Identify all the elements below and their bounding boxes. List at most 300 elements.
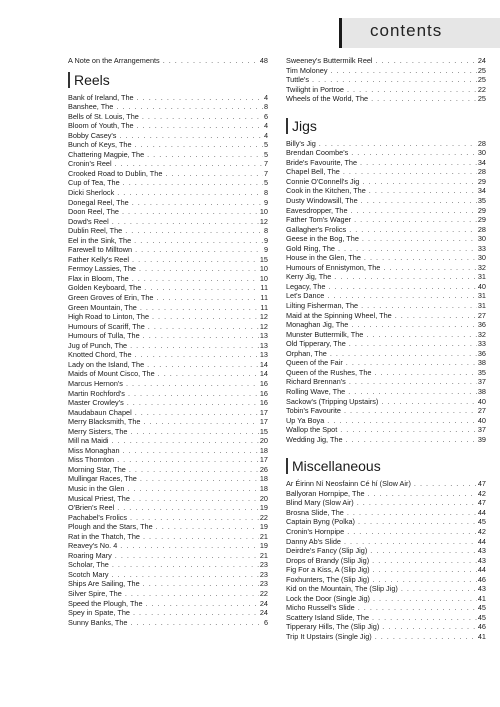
entry-page: 9 bbox=[263, 245, 268, 255]
entry-title: Father Tom's Wager bbox=[286, 215, 352, 225]
dot-leader bbox=[401, 584, 477, 594]
toc-entry[interactable] bbox=[286, 234, 486, 244]
toc-entry[interactable] bbox=[286, 330, 486, 340]
toc-entry[interactable] bbox=[68, 293, 268, 303]
toc-entry[interactable] bbox=[286, 244, 486, 254]
toc-entry[interactable] bbox=[286, 632, 486, 642]
toc-entry[interactable] bbox=[68, 112, 268, 122]
dot-leader bbox=[128, 389, 259, 399]
entry-page: 14 bbox=[259, 359, 268, 369]
toc-entry[interactable] bbox=[286, 272, 486, 282]
entry-page: 29 bbox=[477, 176, 486, 186]
toc-entry[interactable] bbox=[68, 560, 268, 570]
entry-title: Blind Mary (Slow Air) bbox=[286, 498, 354, 508]
entry-title: Humours of Ennistymon, The bbox=[286, 262, 381, 272]
toc-entry[interactable] bbox=[286, 177, 486, 187]
entry-page: 22 bbox=[259, 588, 268, 598]
dot-leader bbox=[351, 320, 477, 330]
toc-entry[interactable] bbox=[68, 255, 268, 265]
entry-page: 16 bbox=[259, 378, 268, 388]
entry-title: Roaring Mary bbox=[68, 550, 112, 560]
dot-leader bbox=[112, 560, 259, 570]
entry-title: Humours of Tulla, The bbox=[68, 331, 140, 341]
entry-title: Kerry Jig, The bbox=[286, 272, 332, 282]
entry-title: Rolling Wave, The bbox=[286, 386, 346, 396]
entry-title: Golden Keyboard, The bbox=[68, 283, 142, 293]
entry-title: High Road to Linton, The bbox=[68, 312, 149, 322]
entry-page: 11 bbox=[260, 302, 268, 312]
toc-entry[interactable] bbox=[68, 226, 268, 236]
toc-entry[interactable] bbox=[286, 575, 486, 585]
entry-page: 31 bbox=[477, 272, 486, 282]
dot-leader bbox=[135, 140, 263, 150]
toc-entry[interactable] bbox=[68, 303, 268, 313]
entry-title: Music in the Glen bbox=[68, 483, 125, 493]
entry-page: 12 bbox=[259, 312, 268, 322]
dot-leader bbox=[132, 274, 259, 284]
dot-leader bbox=[374, 368, 476, 378]
toc-entry[interactable] bbox=[286, 339, 486, 349]
dot-leader bbox=[146, 599, 259, 609]
entry-page: 28 bbox=[477, 224, 486, 234]
toc-entry[interactable] bbox=[68, 579, 268, 589]
section-heading-jigs: Jigs bbox=[286, 118, 486, 134]
dot-leader bbox=[137, 121, 263, 131]
dot-leader bbox=[357, 498, 477, 508]
entry-title: Foxhunters, The (Slip Jig) bbox=[286, 574, 370, 584]
dot-leader bbox=[344, 406, 477, 416]
toc-entry[interactable] bbox=[68, 503, 268, 513]
toc-entry[interactable] bbox=[68, 417, 268, 427]
entry-title: Miss Thornton bbox=[68, 455, 115, 465]
toc-entry[interactable] bbox=[286, 377, 486, 387]
dot-leader bbox=[395, 311, 477, 321]
entry-page: 33 bbox=[477, 243, 486, 253]
entry-page: 21 bbox=[259, 531, 268, 541]
entry-page: 46 bbox=[477, 622, 486, 632]
toc-entry[interactable] bbox=[286, 358, 486, 368]
entry-page: 36 bbox=[477, 348, 486, 358]
entry-page: 7 bbox=[263, 159, 268, 169]
dot-leader bbox=[414, 479, 477, 489]
toc-entry[interactable] bbox=[68, 264, 268, 274]
dot-leader bbox=[137, 93, 263, 103]
dot-leader bbox=[135, 408, 259, 418]
entry-title: Merry Sisters, The bbox=[68, 426, 128, 436]
toc-entry[interactable] bbox=[286, 546, 486, 556]
dot-leader bbox=[132, 255, 259, 265]
dot-leader bbox=[158, 369, 259, 379]
entry-title: Scholar, The bbox=[68, 560, 109, 570]
toc-entry[interactable] bbox=[68, 245, 268, 255]
entry-title: Miss Monaghan bbox=[68, 445, 120, 455]
entry-title: Wheels of the World, The bbox=[286, 94, 369, 104]
entry-page: 19 bbox=[259, 541, 268, 551]
dot-leader bbox=[348, 387, 477, 397]
toc-entry[interactable] bbox=[286, 75, 486, 85]
entry-page: 47 bbox=[477, 479, 486, 489]
toc-entry[interactable] bbox=[68, 484, 268, 494]
dot-leader bbox=[381, 397, 477, 407]
toc-entry[interactable] bbox=[68, 178, 268, 188]
toc-entry[interactable] bbox=[68, 207, 268, 217]
dot-leader bbox=[143, 331, 259, 341]
entry-title: Old Tipperary, The bbox=[286, 339, 346, 349]
entry-page: 12 bbox=[259, 321, 268, 331]
toc-entry[interactable] bbox=[286, 527, 486, 537]
entry-page: 23 bbox=[259, 560, 268, 570]
entry-title: Rat in the Thatch, The bbox=[68, 531, 140, 541]
dot-leader bbox=[346, 358, 477, 368]
toc-entry[interactable] bbox=[286, 425, 486, 435]
dot-leader bbox=[382, 622, 477, 632]
dot-leader bbox=[372, 575, 476, 585]
entry-page: 26 bbox=[259, 464, 268, 474]
entry-title: Sackow's (Tripping Upstairs) bbox=[286, 396, 379, 406]
toc-entry[interactable] bbox=[68, 618, 268, 628]
dot-leader bbox=[127, 398, 259, 408]
entry-title: Mill na Maidi bbox=[68, 436, 109, 446]
entry-page: 46 bbox=[477, 574, 486, 584]
dot-leader bbox=[383, 263, 477, 273]
toc-entry[interactable] bbox=[286, 435, 486, 445]
entry-page: 32 bbox=[477, 329, 486, 339]
entry-page: 13 bbox=[259, 350, 268, 360]
entry-title: Trip It Upstairs (Single Jig) bbox=[286, 631, 372, 641]
entry-title: Deirdre's Fancy (Slip Jig) bbox=[286, 546, 368, 556]
dot-leader bbox=[116, 102, 263, 112]
entry-title: Cup of Tea, The bbox=[68, 178, 120, 188]
toc-entry[interactable] bbox=[286, 479, 486, 489]
toc-entry[interactable] bbox=[286, 584, 486, 594]
entry-page: 20 bbox=[259, 493, 268, 503]
entry-title: Brosna Slide, The bbox=[286, 507, 344, 517]
toc-entry[interactable] bbox=[286, 556, 486, 566]
toc-entry[interactable] bbox=[68, 150, 268, 160]
entry-title: Gold Ring, The bbox=[286, 243, 335, 253]
dot-leader bbox=[319, 139, 477, 149]
dot-leader bbox=[135, 245, 263, 255]
entry-title: Farewell to Milltown bbox=[68, 245, 133, 255]
toc-entry[interactable] bbox=[286, 186, 486, 196]
toc-entry[interactable] bbox=[286, 622, 486, 632]
toc-entry[interactable] bbox=[286, 85, 486, 95]
toc-entry[interactable] bbox=[68, 398, 268, 408]
toc-entry[interactable] bbox=[68, 322, 268, 332]
dot-leader bbox=[344, 537, 477, 547]
entry-page: 14 bbox=[259, 369, 268, 379]
toc-entry[interactable] bbox=[286, 349, 486, 359]
entry-title: Bobby Casey's bbox=[68, 130, 117, 140]
entry-title: Queen of the Fair bbox=[286, 358, 343, 368]
entry-title: Bunch of Keys, The bbox=[68, 140, 132, 150]
toc-entry[interactable] bbox=[68, 408, 268, 418]
toc-entry[interactable] bbox=[68, 217, 268, 227]
entry-title: Twilight in Portroe bbox=[286, 84, 344, 94]
toc-entry[interactable] bbox=[286, 508, 486, 518]
entry-page: 22 bbox=[477, 84, 486, 94]
dot-leader bbox=[165, 169, 263, 179]
dot-leader bbox=[140, 474, 259, 484]
entry-page: 28 bbox=[477, 138, 486, 148]
toc-entry[interactable] bbox=[286, 139, 486, 149]
toc-entry[interactable] bbox=[68, 474, 268, 484]
toc-entry[interactable] bbox=[68, 140, 268, 150]
entry-title: Dicki Sherlock bbox=[68, 188, 115, 198]
dot-leader bbox=[343, 167, 477, 177]
entry-title: Bride's Favourite, The bbox=[286, 157, 358, 167]
entry-title: Micho Russell's Slide bbox=[286, 603, 355, 613]
entry-page: 25 bbox=[477, 65, 486, 75]
entry-page: 6 bbox=[263, 617, 268, 627]
entry-page: 37 bbox=[477, 377, 486, 387]
entry-page: 21 bbox=[259, 550, 268, 560]
toc-entry[interactable] bbox=[68, 312, 268, 322]
toc-entry[interactable] bbox=[286, 66, 486, 76]
toc-entry[interactable] bbox=[68, 522, 268, 532]
toc-entry[interactable] bbox=[68, 379, 268, 389]
toc-entry[interactable] bbox=[286, 215, 486, 225]
left-column bbox=[68, 56, 268, 627]
dot-leader bbox=[373, 594, 477, 604]
dot-leader bbox=[142, 112, 263, 122]
toc-entry[interactable] bbox=[286, 320, 486, 330]
jigs-list bbox=[286, 139, 486, 445]
toc-entry[interactable] bbox=[68, 436, 268, 446]
dot-leader bbox=[331, 66, 477, 76]
entry-page: 42 bbox=[477, 526, 486, 536]
dot-leader bbox=[132, 198, 263, 208]
miscellaneous-list bbox=[286, 479, 486, 641]
entry-title: Bank of Ireland, The bbox=[68, 92, 134, 102]
toc-entry[interactable] bbox=[68, 455, 268, 465]
entry-title: Bells of St. Louis, The bbox=[68, 111, 139, 121]
dot-leader bbox=[120, 541, 259, 551]
entry-title: Donegal Reel, The bbox=[68, 197, 129, 207]
dot-leader bbox=[123, 178, 263, 188]
dot-leader bbox=[133, 494, 259, 504]
entry-title: House in the Glen, The bbox=[286, 253, 361, 263]
toc-entry[interactable] bbox=[286, 406, 486, 416]
entry-page: 45 bbox=[477, 517, 486, 527]
entry-page: 40 bbox=[477, 415, 486, 425]
toc-entry[interactable] bbox=[68, 93, 268, 103]
toc-entry[interactable] bbox=[68, 159, 268, 169]
entry-page: 25 bbox=[477, 94, 486, 104]
toc-entry[interactable] bbox=[286, 94, 486, 104]
section-heading-miscellaneous: Miscellaneous bbox=[286, 458, 486, 474]
toc-entry[interactable] bbox=[286, 206, 486, 216]
dot-leader bbox=[349, 225, 477, 235]
toc-entry[interactable] bbox=[286, 537, 486, 547]
toc-entry[interactable] bbox=[68, 102, 268, 112]
entry-page: 15 bbox=[259, 426, 268, 436]
entry-title: Bloom of Youth, The bbox=[68, 121, 134, 131]
toc-entry[interactable] bbox=[286, 613, 486, 623]
entry-page: 28 bbox=[477, 167, 486, 177]
toc-entry[interactable] bbox=[68, 360, 268, 370]
dot-leader bbox=[347, 527, 477, 537]
toc-entry[interactable] bbox=[68, 274, 268, 284]
toc-entry[interactable] bbox=[68, 570, 268, 580]
entry-page: 11 bbox=[260, 293, 268, 303]
toc-entry[interactable] bbox=[286, 301, 486, 311]
toc-entry[interactable] bbox=[68, 341, 268, 351]
entry-title: Mullingar Races, The bbox=[68, 474, 137, 484]
dot-leader bbox=[140, 303, 260, 313]
entry-page: 48 bbox=[259, 56, 268, 65]
toc-entry[interactable] bbox=[68, 541, 268, 551]
toc-entry[interactable] bbox=[68, 599, 268, 609]
toc-entry[interactable] bbox=[68, 369, 268, 379]
toc-entry[interactable] bbox=[286, 253, 486, 263]
dot-leader bbox=[130, 427, 258, 437]
toc-entry[interactable] bbox=[286, 56, 486, 66]
toc-entry[interactable] bbox=[68, 532, 268, 542]
toc-entry[interactable] bbox=[68, 283, 268, 293]
entry-title: Chattering Magpie, The bbox=[68, 149, 145, 159]
entry-title: O'Brien's Reel bbox=[68, 503, 115, 513]
toc-entry[interactable] bbox=[286, 489, 486, 499]
toc-entry[interactable] bbox=[286, 148, 486, 158]
toc-entry[interactable] bbox=[68, 494, 268, 504]
entry-page: 8 bbox=[263, 188, 268, 198]
dot-leader bbox=[346, 435, 477, 445]
dot-leader bbox=[112, 570, 259, 580]
entry-page: 42 bbox=[477, 488, 486, 498]
toc-entry[interactable] bbox=[68, 427, 268, 437]
toc-entry[interactable] bbox=[286, 416, 486, 426]
toc-entry[interactable] bbox=[68, 608, 268, 618]
dot-leader bbox=[372, 556, 477, 566]
toc-entry[interactable] bbox=[286, 158, 486, 168]
entry-page: 17 bbox=[259, 407, 268, 417]
toc-entry[interactable] bbox=[68, 188, 268, 198]
entry-title: Orphan, The bbox=[286, 348, 327, 358]
dot-leader bbox=[133, 608, 259, 618]
entry-title: Merry Blacksmith, The bbox=[68, 417, 141, 427]
dot-leader bbox=[115, 159, 263, 169]
dot-leader bbox=[351, 148, 477, 158]
entry-page: 35 bbox=[477, 196, 486, 206]
dot-leader bbox=[117, 188, 263, 198]
dot-leader bbox=[366, 330, 477, 340]
dot-leader bbox=[134, 236, 263, 246]
entry-title: Kid on the Mountain, The (Slip Jig) bbox=[286, 584, 398, 594]
entry-page: 6 bbox=[263, 111, 268, 121]
entry-page: 19 bbox=[259, 522, 268, 532]
entry-page: 4 bbox=[263, 130, 268, 140]
toc-entry[interactable] bbox=[286, 368, 486, 378]
entry-page: 18 bbox=[259, 445, 268, 455]
toc-entry[interactable] bbox=[68, 513, 268, 523]
section-heading-reels: Reels bbox=[68, 72, 268, 88]
entry-page: 5 bbox=[263, 140, 268, 150]
toc-entry[interactable] bbox=[286, 263, 486, 273]
toc-entry[interactable] bbox=[286, 387, 486, 397]
entry-page: 44 bbox=[477, 565, 486, 575]
dot-leader bbox=[117, 503, 259, 513]
entry-page: 8 bbox=[263, 102, 268, 112]
toc-entry[interactable] bbox=[68, 446, 268, 456]
entry-page: 40 bbox=[477, 281, 486, 291]
entry-page: 43 bbox=[477, 584, 486, 594]
toc-entry-intro[interactable] bbox=[68, 56, 268, 66]
dot-leader bbox=[148, 322, 259, 332]
page-title: contents bbox=[370, 21, 443, 40]
entry-title: Scotch Mary bbox=[68, 569, 109, 579]
entry-title: Gallagher's Frolics bbox=[286, 224, 347, 234]
entry-title: Richard Brennan's bbox=[286, 377, 346, 387]
entry-page: 8 bbox=[263, 226, 268, 236]
dot-leader bbox=[117, 455, 259, 465]
toc-entry[interactable] bbox=[286, 498, 486, 508]
entry-title: Brendan Coombe's bbox=[286, 148, 349, 158]
entry-page: 19 bbox=[259, 503, 268, 513]
toc-entry[interactable] bbox=[286, 397, 486, 407]
toc-entry[interactable] bbox=[68, 169, 268, 179]
toc-entry[interactable] bbox=[286, 565, 486, 575]
entry-page: 47 bbox=[477, 498, 486, 508]
entry-title: Sweeney's Buttermilk Reel bbox=[286, 56, 373, 65]
toc-entry[interactable] bbox=[286, 282, 486, 292]
toc-entry[interactable] bbox=[286, 291, 486, 301]
toc-entry[interactable] bbox=[286, 225, 486, 235]
entry-title: Ships Are Sailing, The bbox=[68, 579, 140, 589]
entry-title: Musical Priest, The bbox=[68, 493, 130, 503]
entry-page: 23 bbox=[259, 569, 268, 579]
toc-entry[interactable] bbox=[68, 551, 268, 561]
entry-title: Silver Spire, The bbox=[68, 588, 122, 598]
dot-leader bbox=[338, 244, 477, 254]
entry-page: 29 bbox=[477, 215, 486, 225]
toc-entry[interactable] bbox=[286, 311, 486, 321]
toc-entry[interactable] bbox=[286, 517, 486, 527]
dot-leader bbox=[361, 196, 477, 206]
toc-entry[interactable] bbox=[286, 603, 486, 613]
toc-entry[interactable] bbox=[68, 198, 268, 208]
entry-title: Captain Byng (Polka) bbox=[286, 517, 355, 527]
toc-entry[interactable] bbox=[286, 167, 486, 177]
entry-title: A Note on the Arrangements bbox=[68, 56, 160, 65]
toc-entry[interactable] bbox=[68, 131, 268, 141]
entry-title: Martin Rochford's bbox=[68, 388, 125, 398]
dot-leader bbox=[362, 234, 477, 244]
toc-entry[interactable] bbox=[68, 589, 268, 599]
dot-leader bbox=[130, 341, 259, 351]
entry-title: Geese in the Bog, The bbox=[286, 234, 359, 244]
toc-entry[interactable] bbox=[68, 389, 268, 399]
entry-page: 40 bbox=[477, 396, 486, 406]
dot-leader bbox=[358, 517, 477, 527]
toc-entry[interactable] bbox=[68, 350, 268, 360]
toc-entry[interactable] bbox=[68, 236, 268, 246]
entry-page: 27 bbox=[477, 406, 486, 416]
toc-entry[interactable] bbox=[68, 331, 268, 341]
toc-entry[interactable] bbox=[68, 465, 268, 475]
entry-title: Maids of Mount Cisco, The bbox=[68, 369, 155, 379]
entry-page: 4 bbox=[263, 121, 268, 131]
entry-title: Marcus Hernon's bbox=[68, 378, 123, 388]
reels-list bbox=[68, 93, 268, 628]
entry-title: Connie O'Connell's Jig bbox=[286, 176, 360, 186]
toc-entry[interactable] bbox=[68, 121, 268, 131]
toc-entry[interactable] bbox=[286, 594, 486, 604]
entry-page: 5 bbox=[263, 178, 268, 188]
entry-page: 31 bbox=[477, 291, 486, 301]
entry-page: 10 bbox=[259, 273, 268, 283]
toc-entry[interactable] bbox=[286, 196, 486, 206]
